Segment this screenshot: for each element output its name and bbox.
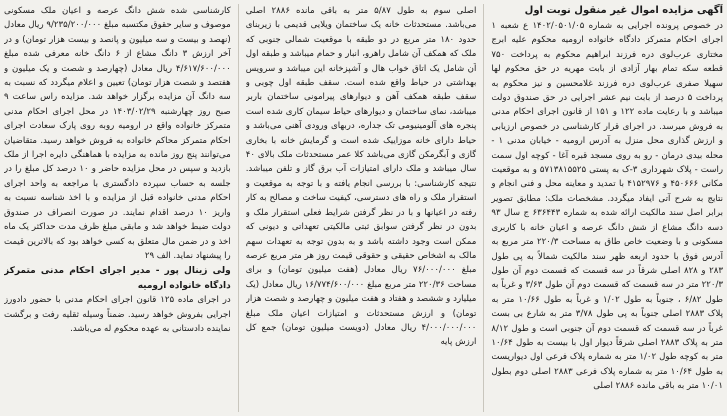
notice-body-part-2: اصلی سوم به طول ۵/۸۷ متر به باقی مانده ۲۸۸۶ اصلی می‌باشد. مستحدثات خانه یک ساختمان ویلایی قدیمی با زیربنای حدود ۱۸۰ متر مربع در دو طبقه با موقعیت شمالی جنوبی که ملک که همکف آن شامل راهرو، انبار و حمام میباشد و طبقه اول آن شامل یک اتاق خواب هال و آشپزخانه این میباشد و سرویس بهداشتی در حیاط واقع شده است. سقف طبقه اول چوبی و سقف طبقه همکف آهن و دیوارهای پیرامونی ساختمان باربر میباشد، نمای ساختمان و دیوارهای حیاط سیمان کاری شده است پنجره های آلومینیومی تک جداره، دربهای ورودی آهنی می‌باشد و حیاط دارای خانه موزاییک شده است و گرمایش خانه با بخاری گازی و آبگرمکن گازی می‌باشد کلا عمر مستحدثات ملک بالای ۴۰ سال میباشد و ملک دارای امتیازات آب برق گاز و تلفن میباشد. نتیجه کارشناسی: با بررسی انجام یافته و با توجه به موقعیت و استقرار ملک و راه های دسترسی، کیفیت ساخت و مصالح به کار رفته در اعیانها و با در نظر گرفتن شرایط فعلی استقرار ملک و بدون در نظر گرفتن سوابق ثبتی مالکیتی تعهداتی و دیونی که ممکن است وجود داشته باشد و به بدون توجه به تعهدات سهم مالک به اشخاص حقیقی و حقوقی قیمت روز هر متر مربع عرصه مبلغ ۷۶/۰۰۰/۰۰۰ ریال معادل (هفت میلیون تومان) و برای مساحت ۲۲۰/۳۶ متر مربع مبلغ ۱۶/۷۷۴/۶۰۰/۰۰۰ ریال معادل (یک میلیارد و ششصد و هفتاد و هفت میلیون و چهارصد و شصت هزار تومان) و ارزش مستحدثات و امتیازات اعیان ملک مبلغ ۴/۰۰۰/۰۰۰/۰۰۰ ریال معادل (دویست میلیون تومان) جمع کل ارزش پایه — [245, 6, 477, 348]
notice-column-right — [491, 4, 723, 416]
notice-body-part-1: در خصوص پرونده اجرایی به شماره ۱۴۰۲/۰۵۰۱/۰۵ ع شعبه ۱ اجرای احکام متمرکز دادگاه خانواده ارومیه محکوم علیه ابرج مختاری عرب‌لوی دره فرزند ابراهیم محکوم به پرداخت ۷۵۰ قطعه سکه تمام بهار آزادی از بابت مهریه در حق محکوم لها سهیلا صفری عرب‌لوی دره فرزند غلامحسین و نیز محکوم به پرداخت ۵ درصد از بابت نیم عشر اجرایی در حق صندوق دولت میباشد و با رعایت ماده ۱۲۲ و ۱۵۱ از قانون اجرای احکام مدنی به فروش میرسد. در اجرای قرار کارشناسی در خصوص ارزیابی و ارزش گذاری محل منزل به آدرس ارومیه - خیابان مدنی ۱ - محله بیدی درمان - رو به روی مسجد قبره آغا - کوچه اول سمت راست - پلاک شهرداری ۳-ک به پستی ۵۷۱۳۸۱۵۵۲۵ و به موقعیت مکانی ۴۵۰۶۶۶ و ۴۱۵۲۹۷۶ با تمدید و معاینه محل و فنی انجام و نتایج به شرح آتی ایفاد میگردد. مشخصات ملک: مطابق تصویر برابر اصل سند مالکیت ارائه شده به شماره ۶۳۶۴۴۳ ج سال ۹۳ دسه دانگ مشاع از شش دانگ عرصه و اعیان خانه با کاربری مسکونی و با وضعیت خاص طاق به مساحت ۲۲۰/۳ متر مربع به آدرس فوق با حدود اربعه ظهر سند مالکیت شمالاً به پی طول ۲۸۳ و ۸۲۸ اصلی شرقاً در سه قسمت که قسمت دوم آن طول ۲۲۰/۳ متر در سه قسمت که قسمت دوم آن طول ۳/۶۳ و غرباً به طول ۶/۸۲ ، جنوباً به طول ۱/۰۲ و غرباً به طول ۱۰/۶۶ متر به پلاک ۲۸۸۳ اصلی جنوباً به پی طول ۳/۷۸ متر به شارع بی بست غرباً در سه قسمت که قسمت دوم آن جنوبی است و طول ۸/۱۲ متر به پلاک ۲۸۸۳ اصلی شرقاً دیوار اول با بیست به طول ۱۰/۶۴ متر به کوچه طول ۱/۰۲ متر به شماره پلاک فرعی اول دیواریست به طول ۱۰/۶۴ متر به شماره پلاک فرعی ۲۸۸۳ اصلی دوم بطول ۱۰/۰۱ متر به باقی مانده ۲۸۸۶ اصلی — [491, 21, 723, 392]
notice-footer-text: در اجرای ماده ۱۲۵ قانون اجرای احکام مدنی با حضور دادورز اجرایی بفروش خواهد رسید. ضمناً وسیله ثقلیه رفت و برگشت نماینده دادستانی به عهده محکوم له می‌باشد. — [4, 295, 231, 335]
notice-signature: ولی زینال پور - مدیر اجرای احکام مدنی متمرکز دادگاه خانواده ارومیه — [4, 266, 231, 291]
notice-title: آگهی مزایده اموال غیر منقول نوبت اول — [524, 5, 723, 16]
notice-body-part-3: کارشناسی شده شش دانگ عرصه و اعیان ملک مسکونی موصوف و سایر حقوق مکتسبه مبلغ ۹/۲۳۵/۲۰۰/۰۰۰ ریال معادل (نهصد و بیست و سه میلیون و پانصد و بیست هزار تومان) و در آخر ارزش ۳ دانگ مشاع از ۶ دانگ خانه معرفی شده مبلغ ۴/۶۱۷/۶۰۰/۰۰۰ ریال معادل (چهارصد و شصت و یک میلیون و هفتصد و شصت هزار تومان) تعیین و اعلام میگردد که نسبت به سه دانگ آن مزایده برگزار خواهد شد. مزایده راس ساعت ۹ صبح روز چهارشنبه ۱۴۰۳/۰۲/۲۹ در محل اجرای احکام مدنی متمرکز خانواده واقع در ارومیه روبه روی پارک سعادت اجرای احکام متمرکز محاکم خانواده به فروش خواهد رسید. متقاضیان می‌توانند پنج روز مانده به مزایده با هماهنگی دایره اجرا از ملک بازدید و سپس در محل مزایده حاضر و ۱۰ درصد کل مبلغ را در جلسه به حساب سپرده دادگستری با مراجعه به واحد اجرای احکام مدنی خانواده قبل از مزایده و با اخذ شناسه نسبت به واریز ۱۰ درصد اقدام نمایند. در صورت انصراف در صندوق دولت ضبط خواهد شد و مابقی مبلغ ظرف مدت حداکثر یک ماه اخذ و در ضمن مال متعلق به کسی خواهد بود که بالاترین قیمت را پیشنهاد نماید. الف ۲۹ — [4, 6, 231, 261]
column-divider — [238, 4, 239, 412]
column-divider — [483, 4, 484, 412]
notice-column-middle — [246, 4, 477, 416]
notice-column-left — [4, 4, 231, 416]
